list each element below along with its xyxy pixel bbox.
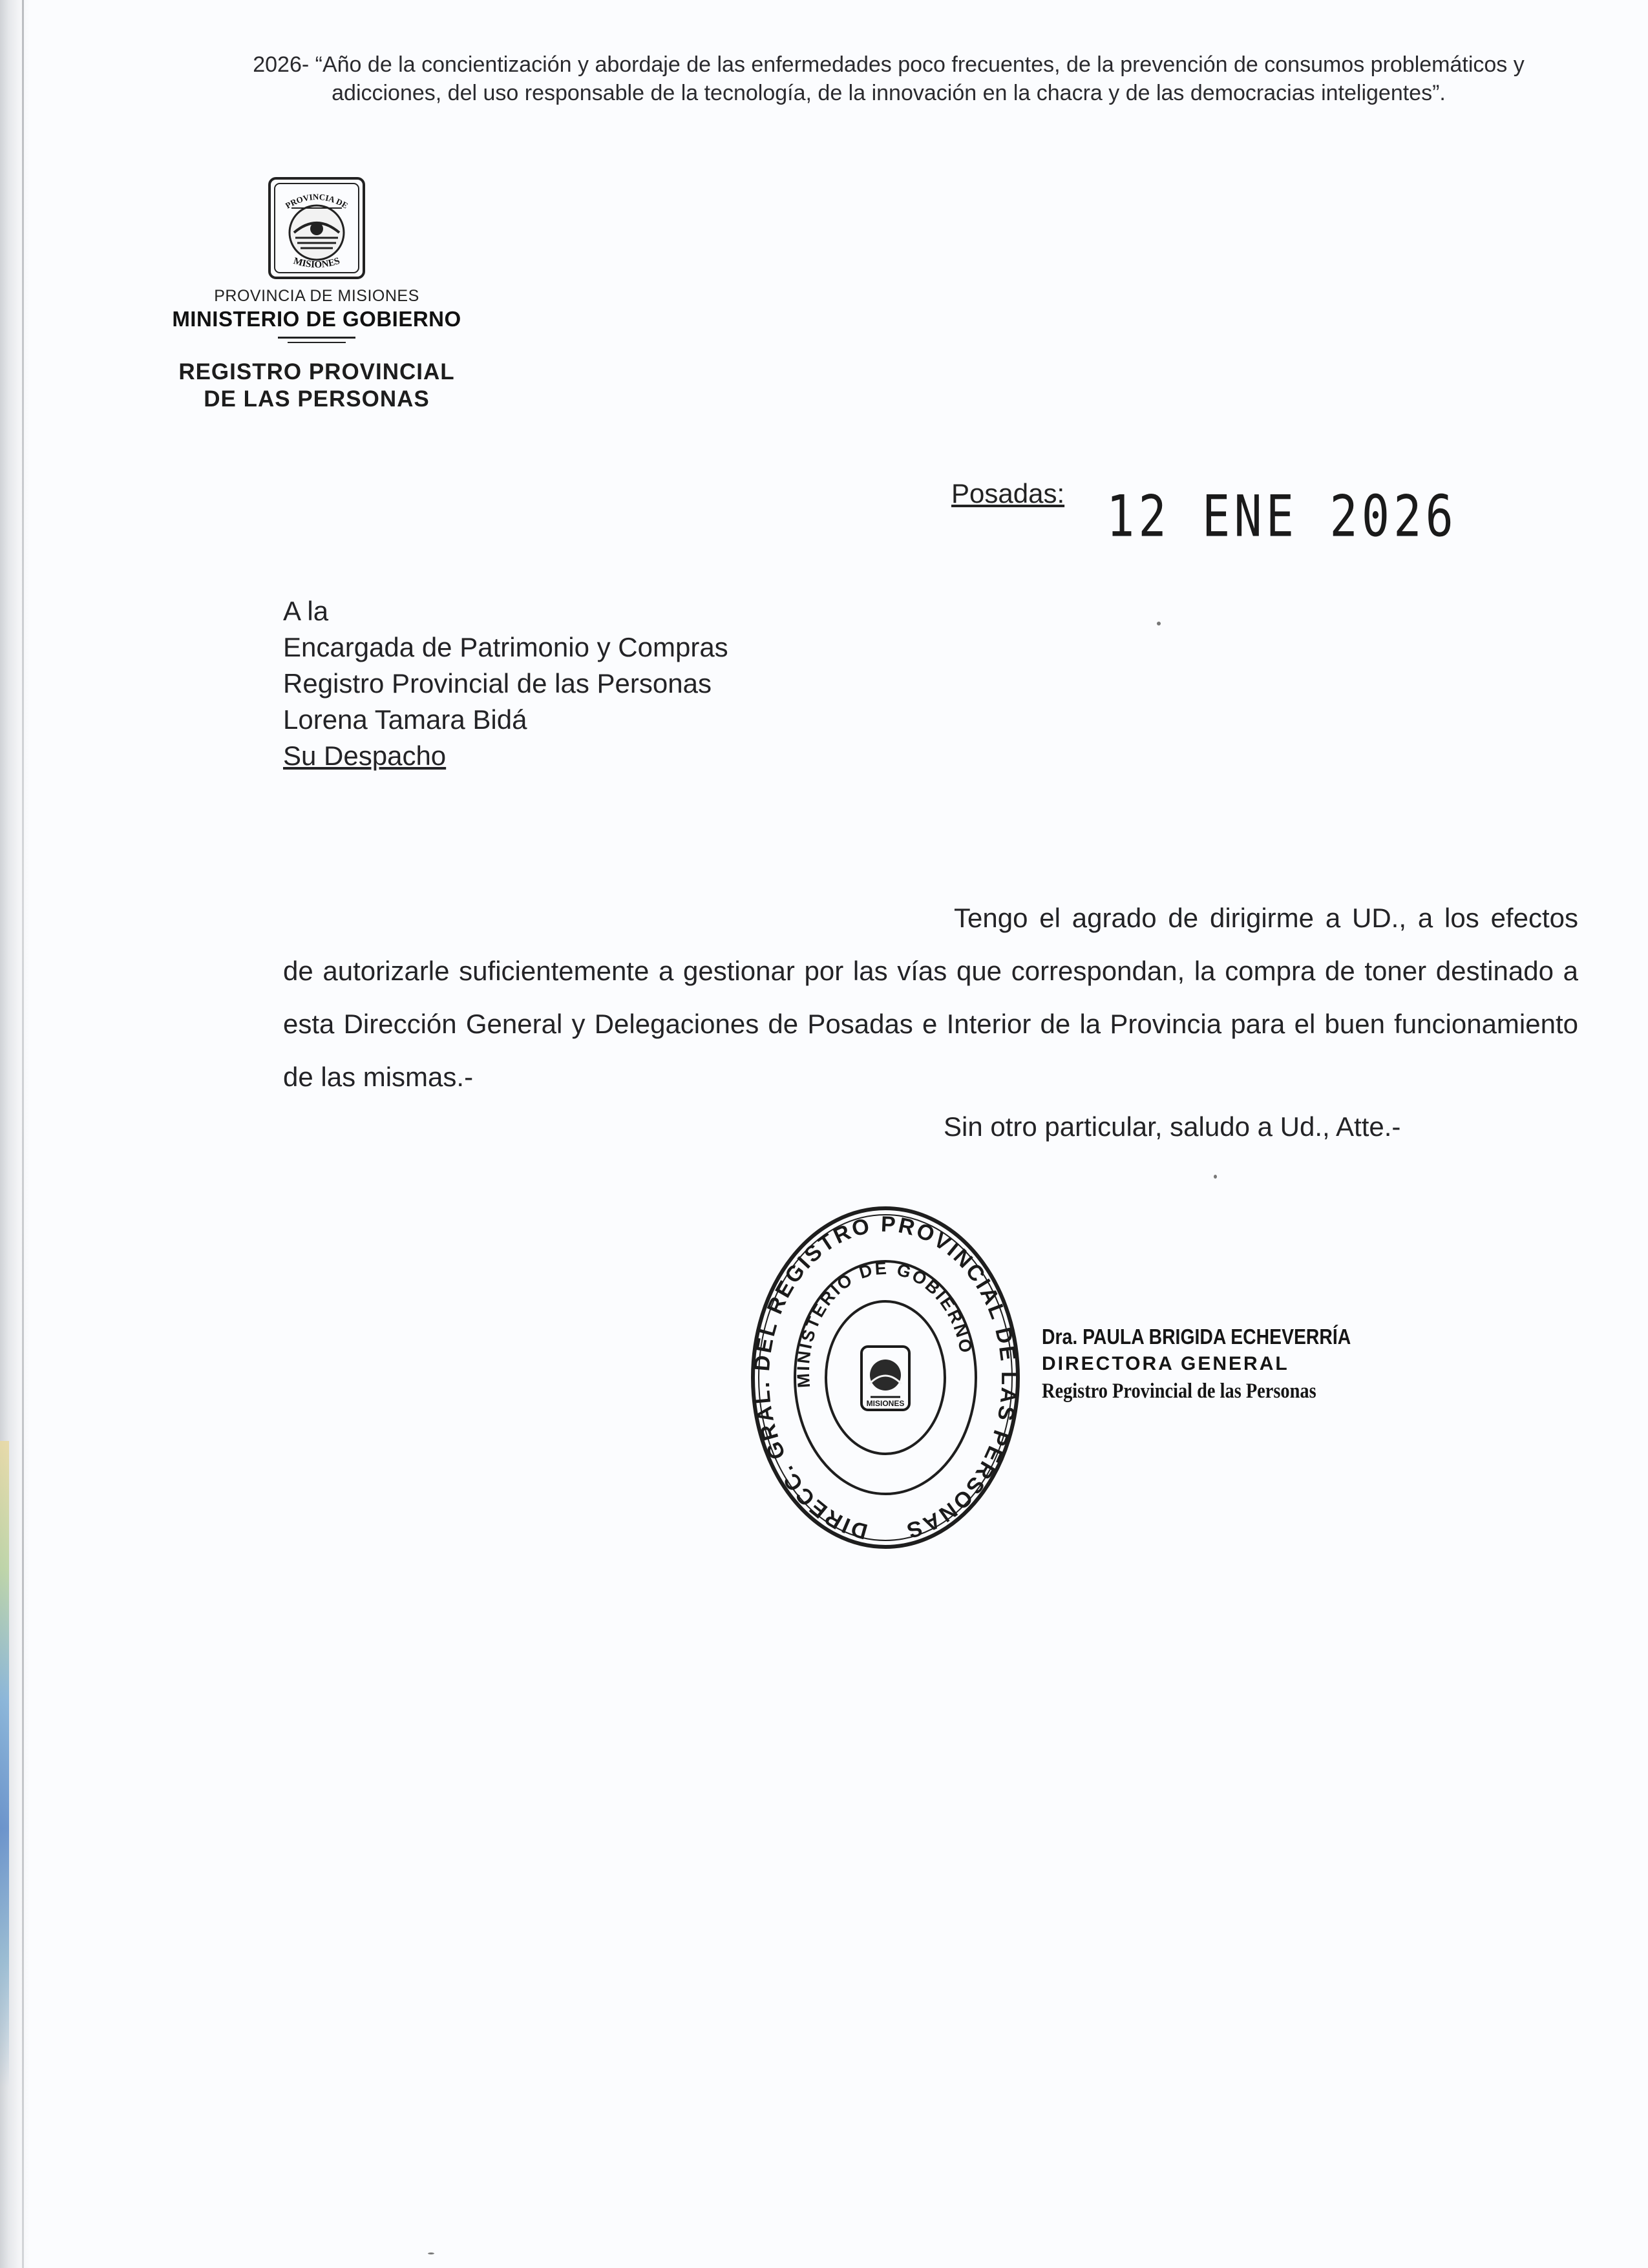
stamp-center-text: MISIONES [866, 1399, 905, 1408]
scan-speck [1214, 1175, 1217, 1179]
letter-body-paragraph: Tengo el agrado de dirigirme a UD., a los efectos de autorizarle suficientemente a gestionar por las vías que correspondan, la compra de toner destinado a esta Dirección General y Delegaciones de Posadas e Interior de la Provincia para el buen funcionamiento de las mismas.- [283, 903, 1578, 1092]
crest-top-text: PROVINCIA DE [283, 191, 350, 211]
scan-edge-line [22, 0, 24, 2268]
addressee-line-4: Lorena Tamara Bidá [283, 704, 527, 735]
addressee-line-2: Encargada de Patrimonio y Compras [283, 632, 728, 662]
letterhead-divider-short [288, 342, 346, 343]
crest-icon [262, 173, 372, 283]
signer-title: DIRECTORA GENERAL [1042, 1353, 1289, 1374]
date-label: Posadas: [951, 478, 1065, 509]
scan-speck [428, 2252, 434, 2254]
addressee-block [283, 593, 728, 774]
letterhead-divider [278, 337, 355, 339]
ministry-name: MINISTERIO DE GOBIERNO [172, 307, 461, 331]
letter-closing: Sin otro particular, saludo a Ud., Atte.- [944, 1111, 1401, 1142]
stamp-outer-text: DIRECC. GRAL. DEL REGISTRO PROVINCIAL DE LAS PERSONAS [749, 1212, 1022, 1544]
year-motto-header [194, 50, 1583, 107]
motto-line-2: adicciones, del uso responsable de la tecnología, de la innovación en la chacra y de las democracias inteligentes”. [332, 81, 1446, 105]
official-seal-stamp [746, 1203, 1024, 1552]
stamp-inner-text: MINISTERIO DE GOBIERNO [793, 1258, 977, 1389]
crest-bottom-text: MISIONES [292, 255, 341, 271]
date-stamp: 12 ENE 2026 [1106, 483, 1457, 550]
province-name: PROVINCIA DE MISIONES [214, 287, 419, 305]
province-crest-logo [262, 173, 372, 283]
registry-line-2: DE LAS PERSONAS [204, 386, 430, 412]
signature-block [1042, 1323, 1401, 1405]
addressee-line-1: A la [283, 596, 329, 626]
signer-name: Dra. PAULA BRIGIDA ECHEVERRÍA [1042, 1325, 1351, 1349]
signer-organization: Registro Provincial de las Personas [1042, 1380, 1316, 1403]
addressee-line-5: Su Despacho [283, 740, 447, 771]
letterhead [155, 173, 478, 413]
registry-name [155, 359, 478, 413]
addressee-line-3: Registro Provincial de las Personas [283, 668, 712, 698]
scan-speck [1157, 622, 1161, 625]
motto-line-1: 2026- “Año de la concientización y abordaje de las enfermedades poco frecuentes, de la prevención de consumos problemáticos y [253, 52, 1525, 77]
registry-line-1: REGISTRO PROVINCIAL [178, 359, 455, 384]
scan-color-strip [0, 1441, 9, 2087]
